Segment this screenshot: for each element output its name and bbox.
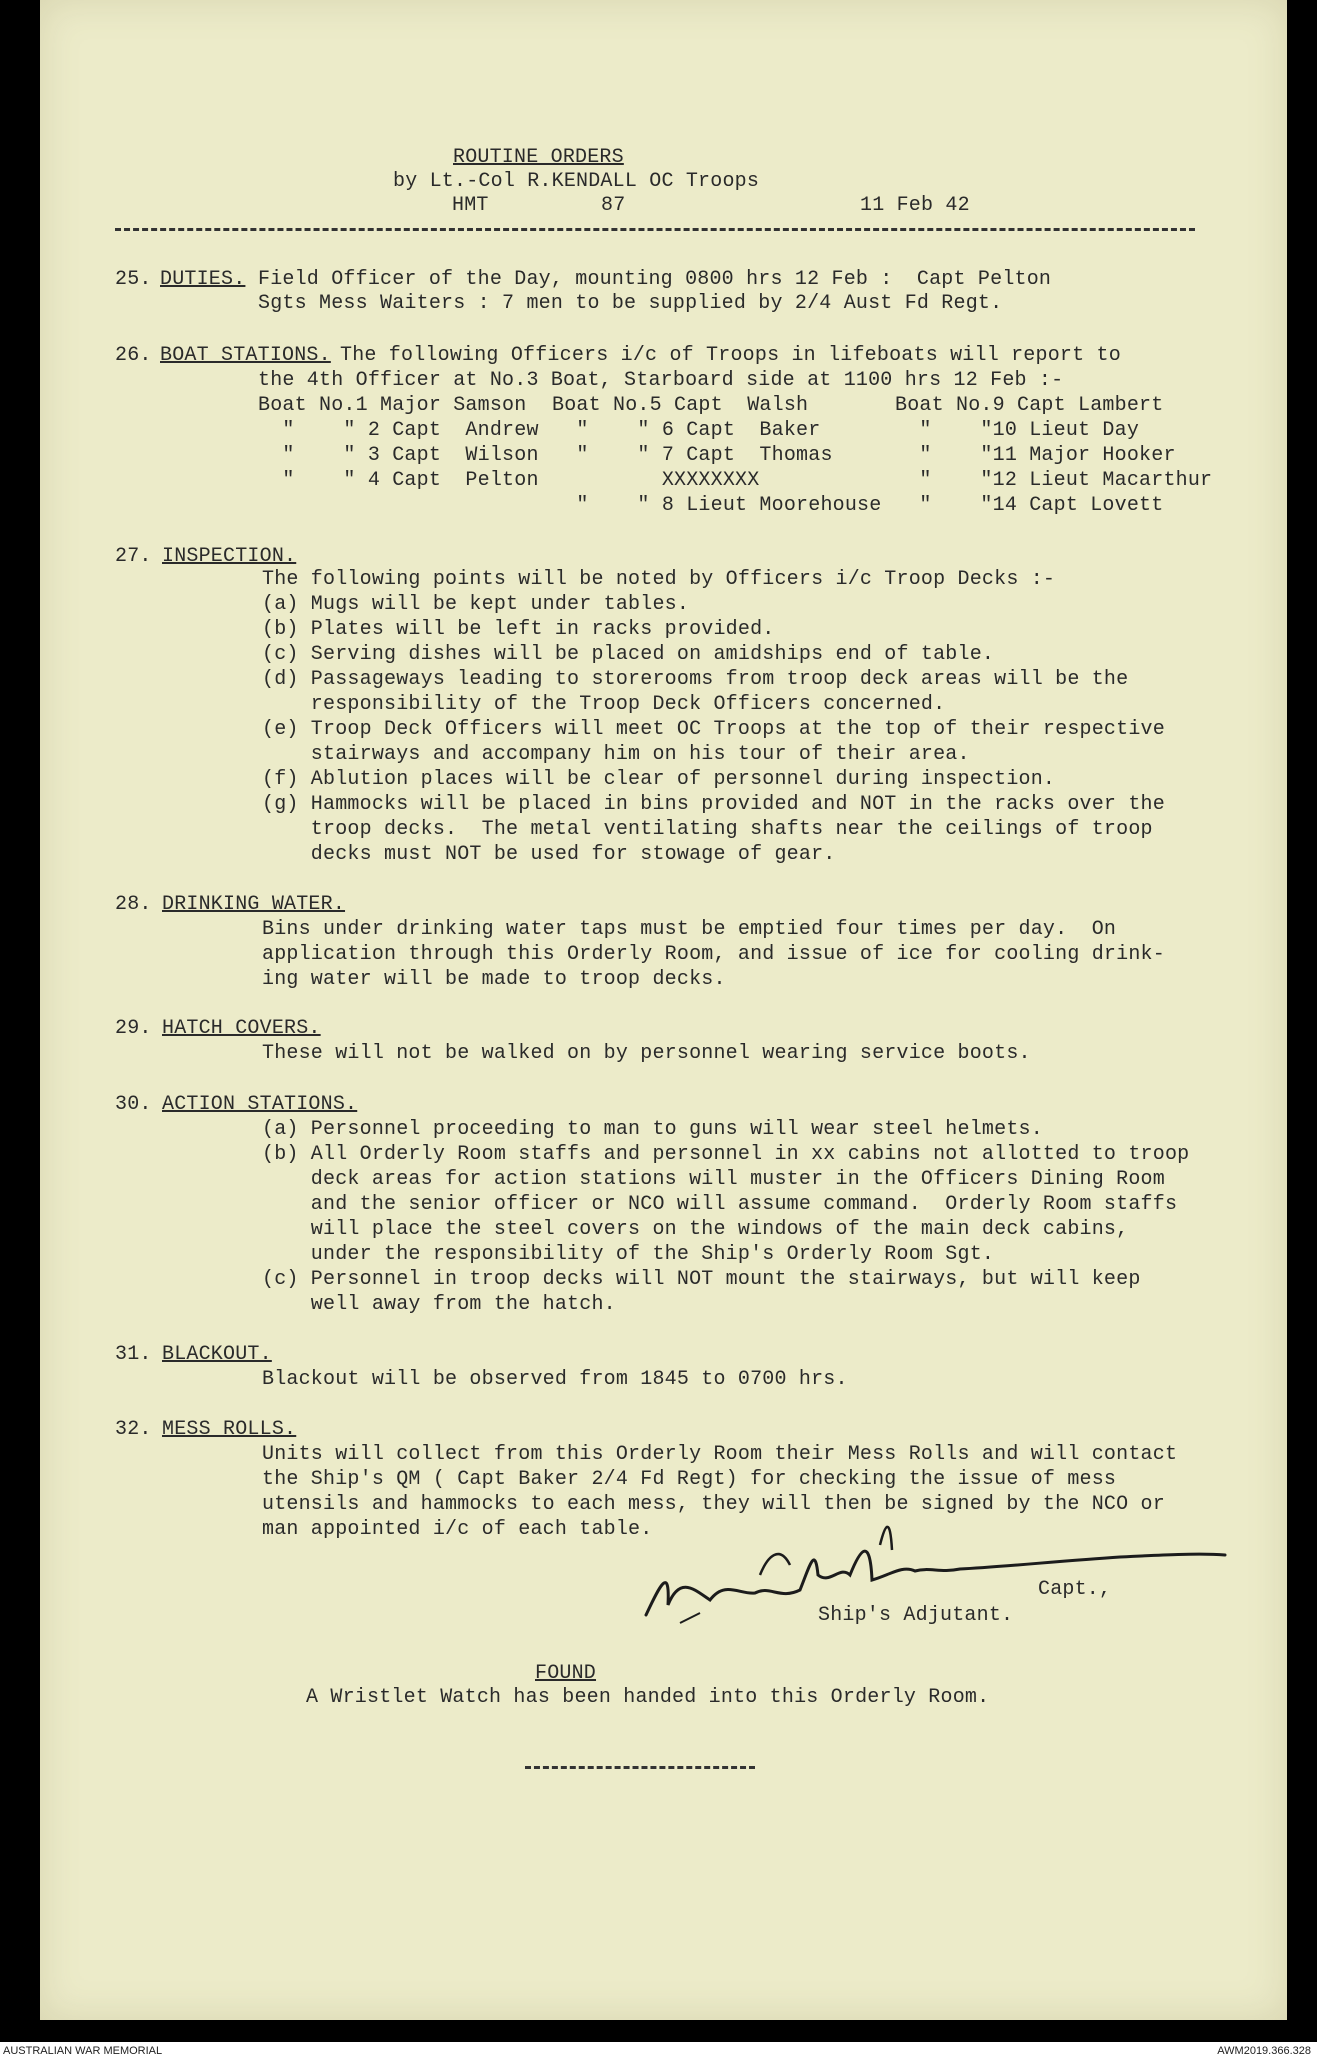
item-25-heading: DUTIES.: [160, 268, 246, 291]
item-27-line: (c) Serving dishes will be placed on amidships end of table.: [262, 643, 995, 666]
signatory-rank: Capt.,: [1038, 1578, 1112, 1601]
item-30-heading: ACTION STATIONS.: [162, 1093, 358, 1116]
item-32-line: man appointed i/c of each table.: [262, 1518, 653, 1541]
boat-entry: " "11 Major Hooker: [895, 444, 1176, 467]
signatory-title: Ship's Adjutant.: [818, 1604, 1014, 1627]
item-28-line: application through this Orderly Room, and issue of ice for cooling drink-: [262, 943, 1165, 966]
order-date: 11 Feb 42: [860, 194, 970, 217]
item-27-intro: The following points will be noted by Officers i/c Troop Decks :-: [262, 568, 1056, 591]
item-28-line: ing water will be made to troop decks.: [262, 968, 726, 991]
item-27-line: (a) Mugs will be kept under tables.: [262, 593, 690, 616]
item-29-heading: HATCH COVERS.: [162, 1017, 321, 1040]
item-32-heading: MESS ROLLS.: [162, 1418, 297, 1441]
boat-entry: " "12 Lieut Macarthur: [895, 469, 1213, 492]
item-31-number: 31.: [115, 1343, 152, 1366]
item-30-line: (c) Personnel in troop decks will NOT mount the stairways, but will keep: [262, 1268, 1141, 1291]
item-25-number: 25.: [115, 268, 152, 291]
item-30-line: (a) Personnel proceeding to man to guns will wear steel helmets.: [262, 1118, 1043, 1141]
item-30-line: well away from the hatch.: [262, 1293, 616, 1316]
item-26-heading: BOAT STATIONS.: [160, 344, 331, 367]
item-32-line: utensils and hammocks to each mess, they will then be signed by the NCO or: [262, 1493, 1165, 1516]
item-26-number: 26.: [115, 344, 152, 367]
boat-entry: " " 2 Capt Andrew: [258, 419, 539, 442]
item-28-line: Bins under drinking water taps must be emptied four times per day. On: [262, 918, 1117, 941]
boat-entry: Boat No.9 Capt Lambert: [895, 394, 1164, 417]
item-30-line: deck areas for action stations will muster in the Officers Dining Room: [262, 1168, 1165, 1191]
item-29-number: 29.: [115, 1017, 152, 1040]
item-32-number: 32.: [115, 1418, 152, 1441]
item-31-heading: BLACKOUT.: [162, 1343, 272, 1366]
closing-divider: [525, 1766, 755, 1769]
item-25-line: Field Officer of the Day, mounting 0800 hrs 12 Feb : Capt Pelton: [258, 268, 1052, 291]
hmt-label: HMT: [452, 194, 489, 217]
order-number: 87: [601, 194, 626, 217]
item-27-line: (d) Passageways leading to storerooms from troop deck areas will be the: [262, 668, 1129, 691]
item-26-line: The following Officers i/c of Troops in lifeboats will report to: [340, 344, 1121, 367]
archive-reference: AWM2019.366.328: [1217, 2045, 1311, 2057]
item-27-line: decks must NOT be used for stowage of gear.: [262, 843, 836, 866]
item-32-line: the Ship's QM ( Capt Baker 2/4 Fd Regt) for checking the issue of mess: [262, 1468, 1117, 1491]
item-32-line: Units will collect from this Orderly Room their Mess Rolls and will contact: [262, 1443, 1178, 1466]
found-heading: FOUND: [535, 1662, 597, 1685]
boat-entry: Boat No.1 Major Samson: [258, 394, 527, 417]
item-28-heading: DRINKING WATER.: [162, 893, 346, 916]
item-31-line: Blackout will be observed from 1845 to 0700 hrs.: [262, 1368, 848, 1391]
item-27-number: 27.: [115, 545, 152, 568]
boat-entry: " "14 Capt Lovett: [895, 494, 1164, 517]
item-26-line: the 4th Officer at No.3 Boat, Starboard side at 1100 hrs 12 Feb :-: [258, 369, 1064, 392]
item-25-line: Sgts Mess Waiters : 7 men to be supplied by 2/4 Aust Fd Regt.: [258, 292, 1003, 315]
boat-entry: " " 4 Capt Pelton: [258, 469, 539, 492]
item-27-line: stairways and accompany him on his tour of their area.: [262, 743, 970, 766]
item-29-line: These will not be walked on by personnel wearing service boots.: [262, 1042, 1031, 1065]
header-divider: [115, 228, 1195, 231]
item-27-line: (e) Troop Deck Officers will meet OC Troops at the top of their respective: [262, 718, 1165, 741]
boat-entry: " " 6 Capt Baker: [552, 419, 821, 442]
boat-entry: Boat No.5 Capt Walsh: [552, 394, 809, 417]
item-27-heading: INSPECTION.: [162, 545, 297, 568]
boat-entry: " "10 Lieut Day: [895, 419, 1140, 442]
item-30-number: 30.: [115, 1093, 152, 1116]
boat-entry-struck: XXXXXXXX: [552, 469, 760, 492]
found-notice: A Wristlet Watch has been handed into this Orderly Room.: [306, 1686, 990, 1709]
item-27-line: (g) Hammocks will be placed in bins provided and NOT in the racks over the: [262, 793, 1165, 816]
archive-name: AUSTRALIAN WAR MEMORIAL: [3, 2045, 163, 2057]
item-30-line: will place the steel covers on the windows of the main deck cabins,: [262, 1218, 1129, 1241]
boat-entry: " " 7 Capt Thomas: [552, 444, 833, 467]
item-30-line: under the responsibility of the Ship's Orderly Room Sgt.: [262, 1243, 995, 1266]
boat-entry: " " 8 Lieut Moorehouse: [552, 494, 882, 517]
document-page: [40, 0, 1287, 2020]
archive-footer: [0, 2042, 1317, 2061]
item-27-line: responsibility of the Troop Deck Officers concerned.: [262, 693, 946, 716]
item-30-line: and the senior officer or NCO will assume command. Orderly Room staffs: [262, 1193, 1178, 1216]
boat-entry: " " 3 Capt Wilson: [258, 444, 539, 467]
issued-by-line: by Lt.-Col R.KENDALL OC Troops: [393, 170, 760, 193]
item-27-line: troop decks. The metal ventilating shafts near the ceilings of troop: [262, 818, 1153, 841]
item-27-line: (b) Plates will be left in racks provided.: [262, 618, 775, 641]
item-28-number: 28.: [115, 893, 152, 916]
page-title: ROUTINE ORDERS: [453, 146, 624, 169]
item-27-line: (f) Ablution places will be clear of personnel during inspection.: [262, 768, 1056, 791]
item-30-line: (b) All Orderly Room staffs and personnel in xx cabins not allotted to troop: [262, 1143, 1190, 1166]
